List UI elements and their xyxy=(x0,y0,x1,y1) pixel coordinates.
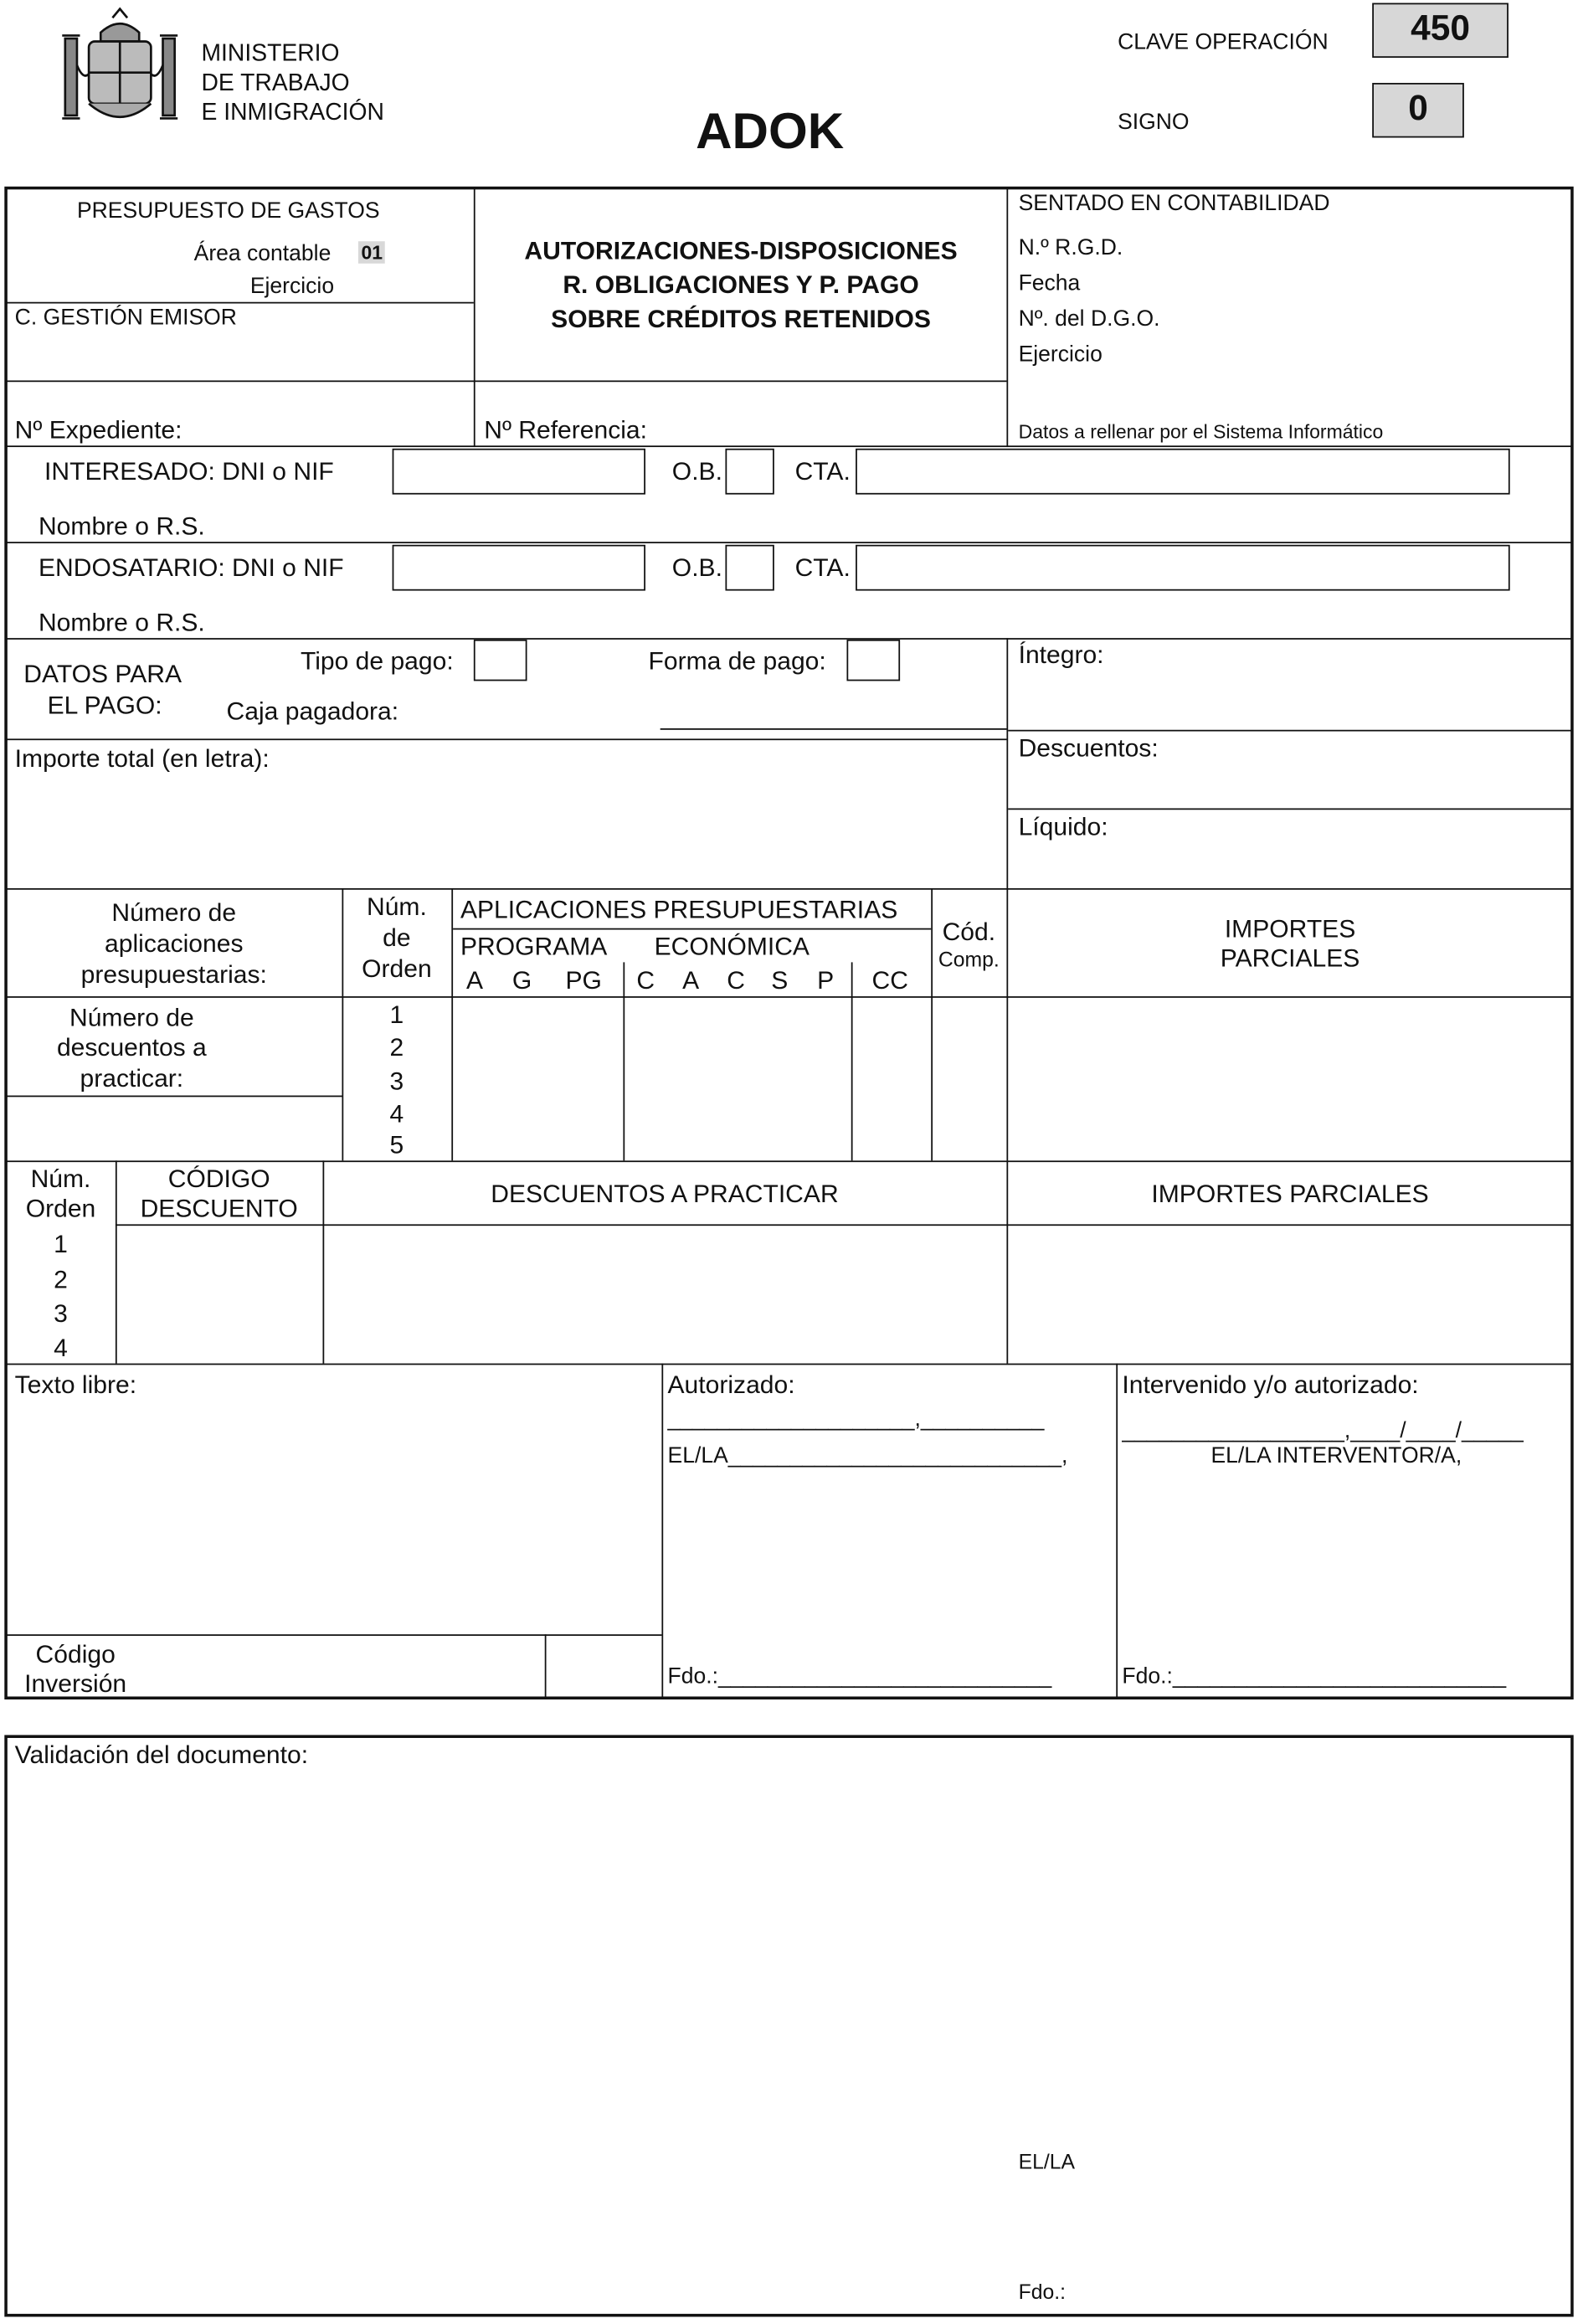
interesado-label: INTERESADO: DNI o NIF xyxy=(44,457,334,486)
codigo-inversion-line-1: Código xyxy=(35,1640,116,1668)
interventor-label: EL/LA INTERVENTOR/A, xyxy=(1210,1443,1462,1469)
autorizado-date-line: ____________________,__________ xyxy=(667,1406,1045,1432)
num-desc-line-1: Número de xyxy=(69,1003,194,1032)
orden-header-line-1: Núm. xyxy=(366,892,427,921)
accounting-title: SENTADO EN CONTABILIDAD xyxy=(1018,191,1330,217)
interesado-cta-field[interactable] xyxy=(856,449,1510,495)
interesado-name-label: Nombre o R.S. xyxy=(38,512,205,541)
validation-title: Validación del documento: xyxy=(14,1740,309,1770)
texto-libre-label: Texto libre: xyxy=(14,1370,137,1400)
aplicaciones-title: APLICACIONES PRESUPUESTARIAS xyxy=(460,895,898,924)
disc-row-4: 4 xyxy=(54,1334,68,1362)
interesado-ob-label: O.B. xyxy=(671,457,722,486)
signo-label: SIGNO xyxy=(1118,109,1190,135)
codigo-descuento-line-2: DESCUENTO xyxy=(140,1195,298,1223)
tipo-pago-label: Tipo de pago: xyxy=(300,646,454,676)
clave-operacion-label: CLAVE OPERACIÓN xyxy=(1118,29,1329,55)
orden-header-line-2: de xyxy=(383,923,411,953)
economica-label: ECONÓMICA xyxy=(654,933,810,961)
referencia-label: Nº Referencia: xyxy=(484,415,648,445)
intervenido-label: Intervenido y/o autorizado: xyxy=(1122,1370,1419,1400)
endosatario-ob-field[interactable] xyxy=(725,545,774,591)
col-g: G xyxy=(511,966,532,995)
clave-operacion-value: 450 xyxy=(1372,3,1509,58)
operation-title-line-1: AUTORIZACIONES-DISPOSICIONES xyxy=(524,236,958,265)
signo-value: 0 xyxy=(1372,83,1464,137)
expediente-label: Nº Expediente: xyxy=(14,415,182,445)
forma-pago-label: Forma de pago: xyxy=(648,646,826,676)
tipo-pago-field[interactable] xyxy=(474,640,527,681)
payment-label-line-1: DATOS PARA xyxy=(23,660,182,689)
operation-title-line-2: R. OBLIGACIONES Y P. PAGO xyxy=(563,270,919,300)
num-apps-line-3: presupuestarias: xyxy=(80,960,267,990)
col-c: C xyxy=(636,966,655,995)
interesado-cta-label: CTA. xyxy=(794,457,851,486)
disc-orden-line-2: Orden xyxy=(25,1195,96,1223)
area-contable-label: Área contable xyxy=(193,241,332,267)
app-row-1: 1 xyxy=(389,1000,404,1029)
disc-orden-line-1: Núm. xyxy=(30,1165,91,1194)
importes-parciales-line-1: IMPORTES xyxy=(1224,914,1356,943)
num-apps-line-2: aplicaciones xyxy=(105,929,244,959)
rgd-label: N.º R.G.D. xyxy=(1018,235,1123,261)
integro-label: Íntegro: xyxy=(1018,640,1104,670)
endosatario-nif-field[interactable] xyxy=(393,545,645,591)
intervenido-date-line: __________________,____/____/_____ xyxy=(1122,1418,1524,1444)
autorizado-fdo-line: Fdo.:___________________________ xyxy=(667,1663,1052,1689)
importes-parciales-line-2: PARCIALES xyxy=(1220,944,1360,973)
col-a: A xyxy=(466,966,484,995)
num-desc-line-2: descuentos a xyxy=(56,1033,207,1062)
coat-of-arms-logo xyxy=(56,6,183,136)
codigo-inversion-line-2: Inversión xyxy=(24,1669,127,1699)
codigo-descuento-line-1: CÓDIGO xyxy=(167,1165,270,1194)
app-row-3: 3 xyxy=(389,1067,404,1096)
app-row-4: 4 xyxy=(389,1099,404,1129)
ministry-name-line-3: E INMIGRACIÓN xyxy=(201,100,384,126)
caja-pagadora-label: Caja pagadora: xyxy=(226,697,399,726)
area-contable-value: 01 xyxy=(358,241,386,264)
num-desc-line-3: practicar: xyxy=(80,1064,184,1093)
autorizado-label: Autorizado: xyxy=(667,1370,795,1400)
budget-title: PRESUPUESTO DE GASTOS xyxy=(76,198,380,224)
col-a-2: A xyxy=(682,966,700,995)
system-note: Datos a rellenar por el Sistema Informático xyxy=(1018,420,1384,443)
fecha-label: Fecha xyxy=(1018,270,1081,296)
payment-label-line-2: EL PAGO: xyxy=(47,691,162,720)
programa-label: PROGRAMA xyxy=(460,933,608,961)
validation-ella-label: EL/LA xyxy=(1018,2149,1076,2173)
endosatario-ob-label: O.B. xyxy=(671,553,722,582)
col-cc: CC xyxy=(871,966,908,995)
liquido-label: Líquido: xyxy=(1018,812,1108,841)
gestion-emisor-label: C. GESTIÓN EMISOR xyxy=(14,305,237,331)
interesado-ob-field[interactable] xyxy=(725,449,774,495)
disc-row-3: 3 xyxy=(54,1299,68,1329)
cod-comp-line-1: Cód. xyxy=(942,918,996,946)
endosatario-cta-label: CTA. xyxy=(794,553,851,582)
num-apps-line-1: Número de xyxy=(111,898,237,927)
endosatario-name-label: Nombre o R.S. xyxy=(38,608,205,637)
forma-pago-field[interactable] xyxy=(846,640,900,681)
form-code-title: ADOK xyxy=(696,103,845,160)
importe-total-label: Importe total (en letra): xyxy=(14,744,270,774)
ejercicio-label: Ejercicio xyxy=(249,274,335,300)
col-s: S xyxy=(771,966,789,995)
dgo-label: Nº. del D.G.O. xyxy=(1018,306,1160,332)
accounting-ejercicio-label: Ejercicio xyxy=(1018,342,1103,368)
autorizado-signer-line: EL/LA___________________________, xyxy=(667,1443,1068,1469)
disc-importes-title: IMPORTES PARCIALES xyxy=(1151,1180,1429,1208)
col-c-2: C xyxy=(727,966,745,995)
app-row-5: 5 xyxy=(389,1130,404,1159)
cod-comp-line-2: Comp. xyxy=(938,947,1000,972)
orden-header-line-3: Orden xyxy=(362,954,432,984)
disc-row-2: 2 xyxy=(54,1265,68,1294)
ministry-name-line-1: MINISTERIO xyxy=(201,41,340,67)
intervenido-fdo-line: Fdo.:___________________________ xyxy=(1122,1663,1507,1689)
ministry-name-line-2: DE TRABAJO xyxy=(201,70,350,96)
col-p: P xyxy=(817,966,835,995)
descuentos-label: Descuentos: xyxy=(1018,734,1159,763)
descuentos-practicar-title: DESCUENTOS A PRACTICAR xyxy=(491,1180,839,1208)
validation-fdo-label: Fdo.: xyxy=(1018,2280,1067,2304)
validation-frame xyxy=(4,1735,1573,2316)
operation-title-line-3: SOBRE CRÉDITOS RETENIDOS xyxy=(551,305,931,333)
disc-row-1: 1 xyxy=(54,1230,68,1259)
endosatario-label: ENDOSATARIO: DNI o NIF xyxy=(38,553,344,582)
interesado-nif-field[interactable] xyxy=(393,449,645,495)
endosatario-cta-field[interactable] xyxy=(856,545,1510,591)
app-row-2: 2 xyxy=(389,1033,404,1062)
col-pg: PG xyxy=(565,966,602,995)
